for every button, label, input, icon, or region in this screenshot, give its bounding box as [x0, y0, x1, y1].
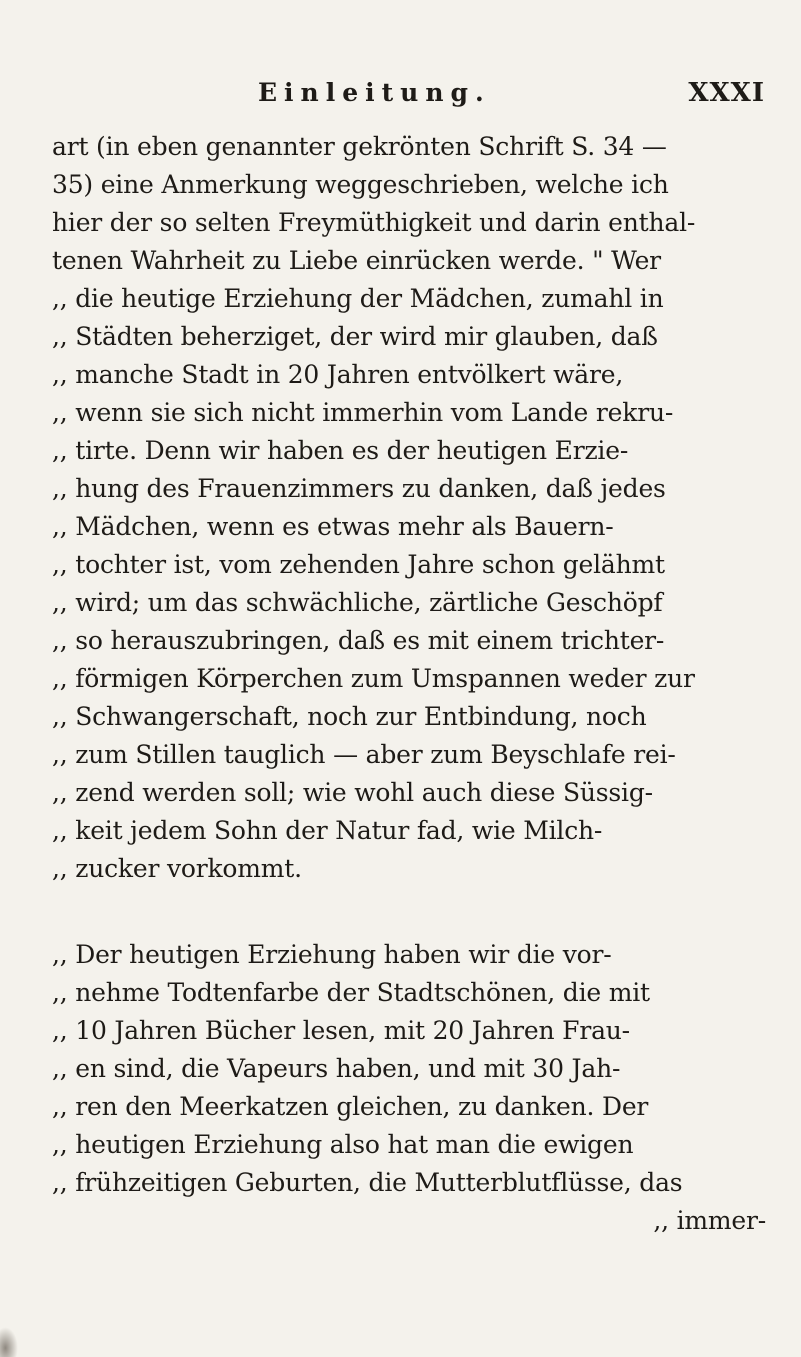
page-number: XXXI: [688, 78, 765, 108]
text-line: ,, 10 Jahren Bücher lesen, mit 20 Jahren Frau-: [52, 1016, 630, 1045]
text-line: ,, die heutige Erziehung der Mädchen, zumahl in: [52, 284, 664, 313]
ink-smudge: [0, 1327, 18, 1357]
paragraph-2: [52, 936, 772, 1202]
text-line: ,, Schwangerschaft, noch zur Entbindung, noch: [52, 702, 647, 731]
text-line: ,, ren den Meerkatzen gleichen, zu danken. Der: [52, 1092, 649, 1121]
text-line: ,, wird; um das schwächliche, zärtliche Geschöpf: [52, 588, 663, 617]
running-header: [0, 78, 801, 114]
text-line: ,, keit jedem Sohn der Natur fad, wie Milch-: [52, 816, 603, 845]
running-title: Einleitung.: [258, 78, 491, 107]
text-line: ,, nehme Todtenfarbe der Stadtschönen, die mit: [52, 978, 650, 1007]
text-line: ,, zend werden soll; wie wohl auch diese Süssig-: [52, 778, 653, 807]
text-line: ,, tirte. Denn wir haben es der heutigen Erzie-: [52, 436, 629, 465]
text-line: ,, Mädchen, wenn es etwas mehr als Bauern-: [52, 512, 614, 541]
paragraph-gap: [52, 888, 772, 936]
text-line: ,, wenn sie sich nicht immerhin vom Lande rekru-: [52, 398, 674, 427]
text-line: ,, frühzeitigen Geburten, die Mutterblutflüsse, das: [52, 1168, 683, 1197]
text-line: ,, manche Stadt in 20 Jahren entvölkert wäre,: [52, 360, 624, 389]
text-line: ,, hung des Frauenzimmers zu danken, daß jedes: [52, 474, 666, 503]
text-line: ,, Städten beherziget, der wird mir glauben, daß: [52, 322, 658, 351]
text-line: ,, Der heutigen Erziehung haben wir die vor-: [52, 940, 612, 969]
text-line: art (in eben genannter gekrönten Schrift S. 34 —: [52, 132, 667, 161]
text-line: ,, heutigen Erziehung also hat man die ewigen: [52, 1130, 634, 1159]
text-line: hier der so selten Freymüthigkeit und darin enthal-: [52, 208, 696, 237]
body-text: [52, 128, 772, 1240]
catchword: ,, immer-: [653, 1206, 766, 1235]
paragraph-1: [52, 128, 772, 888]
text-line: ,, so herauszubringen, daß es mit einem trichter-: [52, 626, 665, 655]
text-line: ,, tochter ist, vom zehenden Jahre schon gelähmt: [52, 550, 665, 579]
text-line: ,, zucker vorkommt.: [52, 854, 302, 883]
text-line: 35) eine Anmerkung weggeschrieben, welche ich: [52, 170, 669, 199]
text-line: ,, en sind, die Vapeurs haben, und mit 30 Jah-: [52, 1054, 621, 1083]
text-line: tenen Wahrheit zu Liebe einrücken werde. " Wer: [52, 246, 661, 275]
text-line: ,, förmigen Körperchen zum Umspannen weder zur: [52, 664, 695, 693]
text-line: ,, zum Stillen tauglich — aber zum Beyschlafe rei-: [52, 740, 676, 769]
